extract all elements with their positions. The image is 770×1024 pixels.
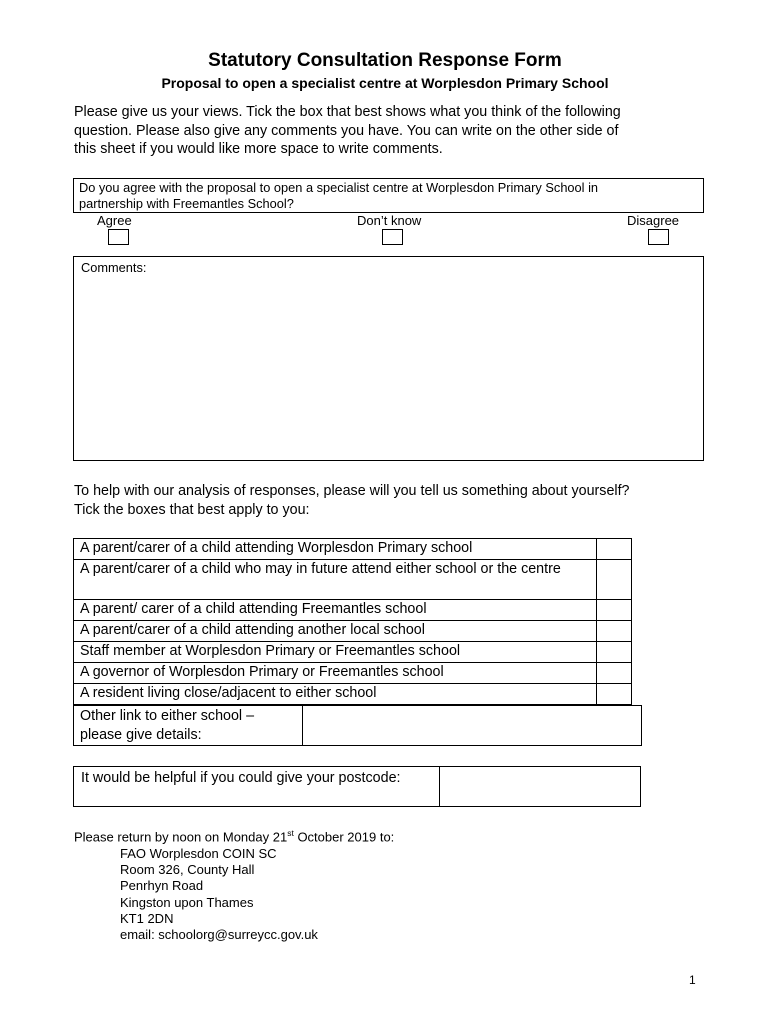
row-label: A governor of Worplesdon Primary or Freemantles school — [74, 663, 597, 684]
intro-line: this sheet if you would like more space to write comments. — [74, 141, 443, 157]
disagree-checkbox[interactable] — [648, 229, 669, 245]
comments-textarea[interactable] — [73, 256, 704, 461]
other-link-line: Other link to either school – — [80, 708, 255, 724]
disagree-label: Disagree — [627, 213, 680, 228]
table-row — [74, 767, 641, 807]
question-line: Do you agree with the proposal to open a specialist centre at Worplesdon Primary School in — [79, 180, 599, 195]
row-checkbox[interactable] — [597, 621, 632, 642]
return-instructions — [74, 828, 394, 844]
row-label: A parent/ carer of a child attending Freemantles school — [74, 600, 597, 621]
form-title: Statutory Consultation Response Form — [208, 50, 562, 71]
postcode-table — [73, 766, 641, 807]
comments-label: Comments: — [81, 260, 147, 275]
row-label: A parent/carer of a child attending Worplesdon Primary school — [74, 539, 597, 560]
question-text — [79, 180, 598, 211]
postcode-label: It would be helpful if you could give your postcode: — [74, 767, 440, 807]
intro-line: question. Please also give any comments you have. You can write on the other side of — [74, 122, 619, 139]
table-row — [74, 663, 632, 684]
row-checkbox[interactable] — [597, 663, 632, 684]
table-row — [74, 706, 642, 746]
other-link-line: please give details: — [80, 726, 202, 743]
other-link-details-field[interactable] — [303, 706, 642, 746]
other-link-table — [73, 705, 642, 746]
dont-know-label: Don’t know — [357, 213, 422, 228]
postcode-field[interactable] — [440, 767, 641, 807]
analysis-line: Tick the boxes that best apply to you: — [74, 501, 310, 518]
question-line: partnership with Freemantles School? — [79, 195, 294, 211]
row-label: A parent/carer of a child attending another local school — [74, 621, 597, 642]
row-checkbox[interactable] — [597, 642, 632, 663]
agree-label: Agree — [97, 213, 132, 228]
question-box — [73, 178, 704, 213]
table-row — [74, 621, 632, 642]
row-label: A parent/carer of a child who may in future attend either school or the centre — [74, 560, 597, 600]
analysis-line: To help with our analysis of responses, please will you tell us something about yourself? — [74, 483, 630, 499]
row-checkbox[interactable] — [597, 539, 632, 560]
intro-line: Please give us your views. Tick the box that best shows what you think of the following — [74, 104, 621, 120]
row-label: Staff member at Worplesdon Primary or Freemantles school — [74, 642, 597, 663]
date-suffix: st — [287, 828, 294, 838]
row-checkbox[interactable] — [597, 684, 632, 705]
analysis-text — [74, 482, 714, 519]
table-row — [74, 560, 632, 600]
row-checkbox[interactable] — [597, 600, 632, 621]
row-checkbox[interactable] — [597, 560, 632, 600]
email-line: email: schoolorg@surreycc.gov.uk — [120, 927, 318, 943]
address-line: Room 326, County Hall — [120, 862, 255, 878]
respondent-table — [73, 538, 632, 705]
table-row — [74, 539, 632, 560]
other-link-label — [74, 706, 303, 746]
agree-checkbox[interactable] — [108, 229, 129, 245]
address-line: Penrhyn Road — [120, 878, 204, 894]
address-line: FAO Worplesdon COIN SC — [120, 846, 277, 861]
address-line: KT1 2DN — [120, 910, 174, 926]
address-line: Kingston upon Thames — [120, 894, 254, 910]
row-label: A resident living close/adjacent to either school — [74, 684, 597, 705]
intro-text — [74, 103, 694, 159]
page-number: 1 — [689, 973, 696, 987]
form-subtitle: Proposal to open a specialist centre at Worplesdon Primary School — [161, 75, 609, 91]
table-row — [74, 642, 632, 663]
return-rest: October 2019 to: — [293, 829, 395, 845]
table-row — [74, 684, 632, 705]
dont-know-checkbox[interactable] — [382, 229, 403, 245]
table-row — [74, 600, 632, 621]
return-prefix: Please return by noon on Monday 21 — [74, 829, 288, 845]
return-address — [120, 846, 318, 943]
